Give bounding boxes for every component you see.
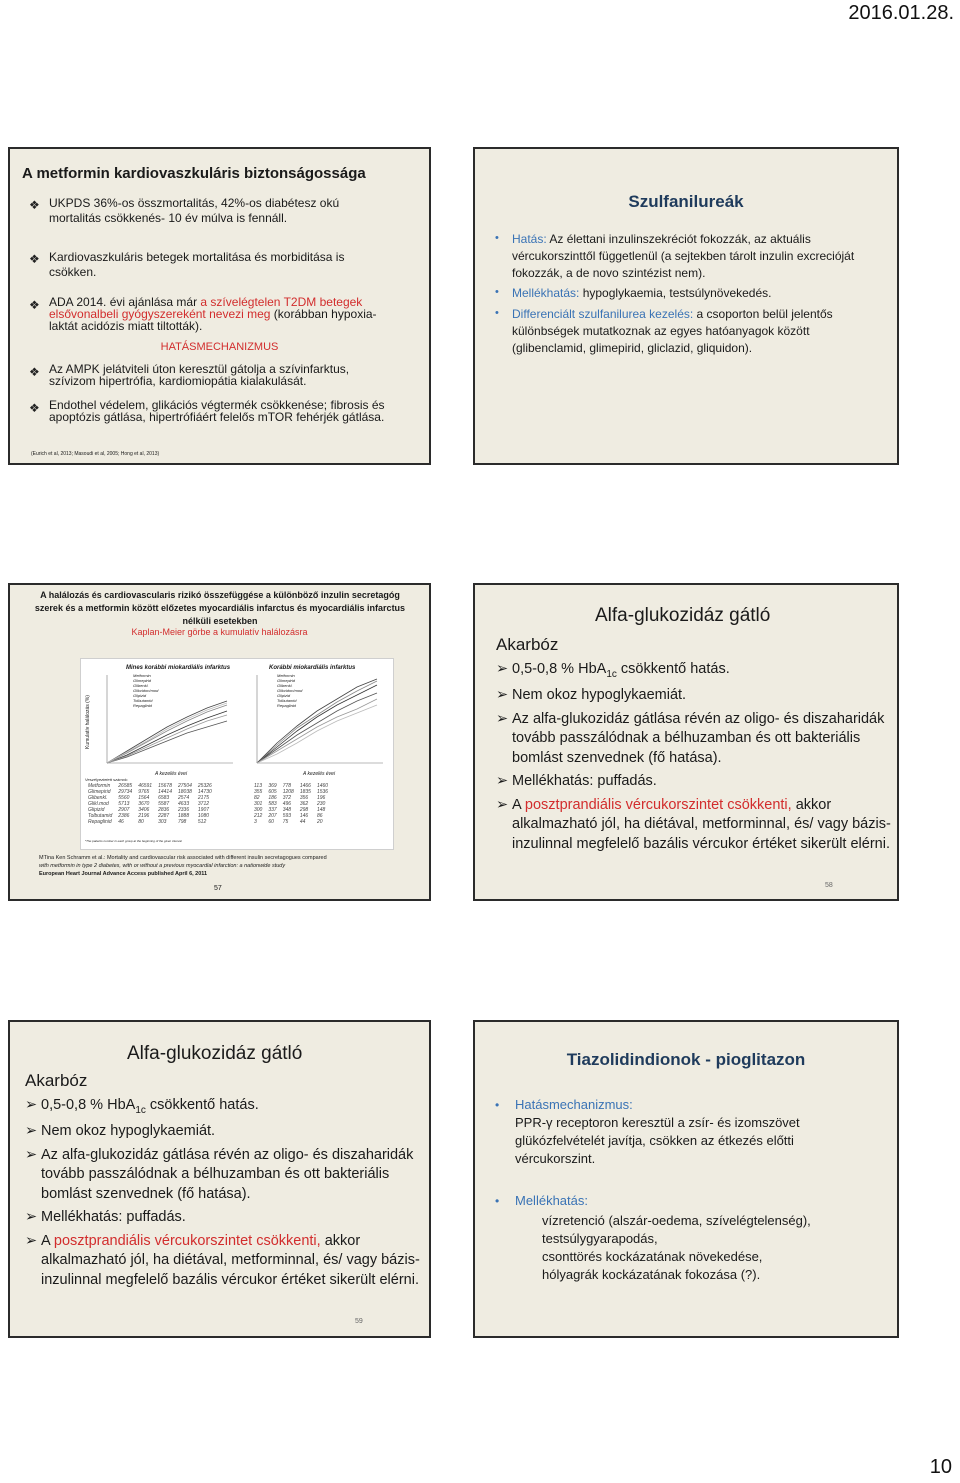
figure-panel xyxy=(80,658,394,850)
table-cell: 20 xyxy=(316,819,323,825)
text-ada-post: (korábban hypoxia-laktát acidózis miatt tiltották). xyxy=(49,307,377,333)
table-cell: 207 xyxy=(268,813,277,819)
table-cell: 75 xyxy=(282,819,289,825)
text-mellekhatas: hypoglykaemia, testsúlynövekedés. xyxy=(579,286,772,300)
table-cell: 1466 xyxy=(299,783,311,789)
text-hypo: Nem okoz hypoglykaemiát. xyxy=(512,687,687,704)
table-cell: 2287 xyxy=(158,813,170,819)
bullet-dot-icon: • xyxy=(495,1194,500,1208)
table-cell: 46 xyxy=(118,819,124,825)
table-cell: Metformin xyxy=(88,783,111,789)
table-cell: 3406 xyxy=(138,807,150,813)
bullet-dot-icon: • xyxy=(495,1098,500,1112)
table-cell: 212 xyxy=(254,813,263,819)
table-cell: 2196 xyxy=(138,813,150,819)
legend-right xyxy=(277,673,302,708)
table-cell: 46591 xyxy=(138,783,153,789)
table-cell: 1907 xyxy=(197,807,210,813)
text-hba-post: csökkentő hatás. xyxy=(616,661,730,677)
table-cell: 15678 xyxy=(158,783,172,789)
plot-right-title: Korábbi miokardiális infarktus xyxy=(269,665,356,671)
table-cell: Glimepirid xyxy=(88,789,111,795)
slide-alfa-glukozidaz-2 xyxy=(8,1020,431,1338)
bullet-dot-icon: • xyxy=(495,307,499,319)
table-cell: Repaglinid xyxy=(88,819,112,825)
risk-table-right xyxy=(251,783,331,825)
text-side-effect: Mellékhatás: puffadás. xyxy=(41,1209,186,1226)
item-list xyxy=(25,1096,420,1290)
mechanism-heading: HATÁSMECHANIZMUS xyxy=(160,341,279,353)
slide-title: Alfa-glukozidáz gátló xyxy=(127,1043,303,1064)
bullet-dot-icon: • xyxy=(495,286,499,298)
diamond-bullet-icon: ❖ xyxy=(29,252,40,266)
slide-number: 58 xyxy=(825,882,833,889)
table-cell: 298 xyxy=(299,807,309,813)
table-cell: 44 xyxy=(299,819,306,825)
table-cell: 2386 xyxy=(118,813,130,819)
bullet-ampk: Az AMPK jelátviteli úton keresztül gátolja a szívinfarktus, szívizom hipertrófia, kardiomiopátia kialakulását. xyxy=(49,362,350,388)
table-cell: 18038 xyxy=(178,789,192,795)
table-cell: 798 xyxy=(178,819,187,825)
x-axis-label-right: A kezelés évei xyxy=(303,771,336,777)
slide-title: Tiazolidindionok - pioglitazon xyxy=(566,1050,806,1069)
label-hatas: Hatás: xyxy=(512,232,547,246)
table-cell: 593 xyxy=(282,813,292,819)
slide-szulfanilureak xyxy=(473,147,899,465)
reference-line: with metformin in type 2 diabetes, with or without a previous myocardial infarction: a nationwide study xyxy=(39,863,286,869)
text-pp-pre: A xyxy=(41,1232,54,1249)
slide-metformin xyxy=(8,147,431,465)
table-caption: Veszélyeztetett számok: xyxy=(85,777,128,782)
text-side-effect: Mellékhatás: puffadás. xyxy=(512,773,657,790)
date-header: 2016.01.28. xyxy=(848,2,954,24)
table-cell: 80 xyxy=(138,819,144,825)
table-cell: 355 xyxy=(254,789,263,795)
table-cell: 348 xyxy=(282,807,292,813)
table-cell: 583 xyxy=(268,801,277,807)
table-cell: 362 xyxy=(299,801,309,807)
legend-item: Metformin xyxy=(133,673,151,678)
text-mechanism: Az alfa-glukozidáz gátlása révén az oligo- és diszaharidák tovább passzálódnak a bélhuzamban és ott bakteriális bomlást szenvednek (fő hatása). xyxy=(512,710,885,766)
text-pp-post: akkor alkalmazható jól, ha diétával, metforminnal, és/ vagy bázis-inzulinnal megfelelő bazális vércukor értéket sikerült elérni. xyxy=(41,1232,420,1288)
legend-item: Glibenkl. xyxy=(277,683,293,688)
bullet-endothel: Endothel védelem, glikációs végtermék csökkenése; fibrosis és apoptózis gátlása, hipertrófiáért felelős mTOR fehérjék gátlása. xyxy=(49,398,385,424)
diamond-bullet-icon: ❖ xyxy=(29,401,40,415)
table-cell: Glipizid xyxy=(88,807,105,813)
table-cell: 337 xyxy=(268,807,277,813)
reference-line: European Heart Journal Advance Access published April 6, 2011 xyxy=(39,871,208,877)
table-cell: 27504 xyxy=(178,783,192,789)
legend-item: Glimepirid xyxy=(133,678,152,683)
table-cell: 372 xyxy=(282,795,292,801)
list-item xyxy=(496,710,891,769)
diamond-bullet-icon: ❖ xyxy=(29,365,40,379)
table-cell: 148 xyxy=(316,807,326,813)
text-pp-red: posztprandiális vércukorszintet csökkenti, xyxy=(524,796,792,813)
slide-title: A halálozás és cardiovascularis rizikó összefüggése a különböző inzulin secretagóg szerek és a metformin között előzetes myocardiális infarctus és myocardiális infarctus nélküli esetekben xyxy=(34,590,406,626)
table-cell: 9765 xyxy=(138,789,150,795)
arrow-bullet-icon: ➢ xyxy=(25,1146,38,1163)
x-axis-label-left: A kezelés évei xyxy=(155,771,188,777)
bullet-hatas xyxy=(512,231,857,282)
bullet-mellekhatas xyxy=(512,285,857,302)
table-cell: 300 xyxy=(254,807,263,813)
table-cell: 4633 xyxy=(178,801,190,807)
arrow-bullet-icon: ➢ xyxy=(496,773,509,790)
bullet-differencialt xyxy=(512,306,867,357)
arrow-bullet-icon: ➢ xyxy=(25,1097,38,1113)
table-cell: 60 xyxy=(268,819,274,825)
legend-item: Repaglinid xyxy=(133,703,152,708)
arrow-bullet-icon: ➢ xyxy=(496,796,509,813)
table-cell: 14730 xyxy=(197,789,212,795)
table-cell: 82 xyxy=(254,795,260,801)
arrow-bullet-icon: ➢ xyxy=(25,1209,38,1226)
text-hba: 0,5-0,8 % HbA xyxy=(512,661,607,677)
legend-item: Glibenkl. xyxy=(133,683,149,688)
list-item xyxy=(25,1232,420,1291)
legend-item: Glipizid xyxy=(133,693,147,698)
bullet-dot-icon: • xyxy=(495,232,499,244)
list-item xyxy=(496,660,891,684)
table-cell: 3712 xyxy=(197,801,210,807)
item-list xyxy=(496,660,891,854)
reference xyxy=(39,854,419,878)
reference-line: MTina Ken Schramm et al.: Mortality and cardiovascular risk associated with different insulin secretagogues compared xyxy=(39,855,327,861)
table-row xyxy=(85,819,215,825)
legend-item: Metformin xyxy=(277,673,295,678)
text-pp-red: posztprandiális vércukorszintet csökkenti, xyxy=(53,1232,321,1249)
slide-number: 59 xyxy=(355,1318,363,1325)
table-cell: 5560 xyxy=(118,795,130,801)
bullet-cardio: Kardiovaszkuláris betegek mortalitása és morbiditása is csökken. xyxy=(49,250,345,279)
text-ada-pre: ADA 2014. évi ajánlása már xyxy=(49,295,201,309)
slide-kaplan-meier xyxy=(8,583,431,901)
slide-title: Szulfanilureák xyxy=(628,192,744,211)
list-item xyxy=(496,686,891,706)
text-mechanism: Az alfa-glukozidáz gátlása révén az oligo- és diszaharidák tovább passzálódnak a bélhuzamban és ott bakteriális bomlást szenvednek (fő hatása). xyxy=(41,1146,414,1202)
table-cell: 778 xyxy=(282,783,292,789)
arrow-bullet-icon: ➢ xyxy=(496,710,509,727)
table-cell: 356 xyxy=(299,795,309,801)
table-cell: 1835 xyxy=(299,789,311,795)
table-cell: 14414 xyxy=(158,789,172,795)
text-hatas: Az élettani inzulinszekréciót fokozzák, az aktuális vércukorszinttől függetlenül (a sejtekben tárolt inzulin excrecióját fokozzák, a de novo szintézist nem). xyxy=(512,232,855,280)
table-cell: 605 xyxy=(268,789,277,795)
table-cell: 5713 xyxy=(118,801,130,807)
text-hba-post: csökkentő hatás. xyxy=(145,1097,259,1113)
list-item xyxy=(25,1208,420,1228)
table-cell: Tolbutamid xyxy=(88,813,113,819)
side-effect-item: testsúlygyarapodás, xyxy=(542,1231,658,1246)
label-mellekhatas: Mellékhatás: xyxy=(515,1193,588,1208)
legend-item: Tolbutamid xyxy=(133,698,153,703)
table-cell: 1080 xyxy=(197,813,210,819)
table-cell: 3 xyxy=(254,819,257,825)
table-cell: 196 xyxy=(316,795,326,801)
diamond-bullet-icon: ❖ xyxy=(29,198,40,212)
page-number: 10 xyxy=(929,1456,952,1478)
table-cell: 2175 xyxy=(197,795,210,801)
bullet-ukpds: UKPDS 36%-os összmortalitás, 42%-os diabétesz okú mortalitás csökkenés- 10 év múlva is fennáll. xyxy=(49,196,340,225)
table-cell: 1536 xyxy=(316,789,329,795)
text-differencialt: a csoporton belül jelentős különbségek mutatkoznak az egyes hatóanyagok között (glibenclamid, glimepirid, gliclazid, gliquidon). xyxy=(512,307,833,355)
table-row xyxy=(251,819,331,825)
table-cell: 496 xyxy=(282,801,292,807)
text-hba-sub: 1c xyxy=(135,1104,146,1116)
legend-item: Glikvidon/mod xyxy=(277,688,303,693)
label-hatasmechanizmus: Hatásmechanizmus: xyxy=(515,1097,633,1112)
drug-name: Akarbóz xyxy=(496,635,559,654)
table-cell: 2907 xyxy=(118,807,130,813)
table-cell: Glibenkl. xyxy=(88,795,108,801)
table-cell: 1208 xyxy=(282,789,294,795)
text-hatasmechanizmus: PPR-γ receptoron keresztül a zsír- és izomszövet glükózfelvételét javítja, csökken az étkezés előtti vércukorszint. xyxy=(515,1115,800,1166)
bullet-ada xyxy=(49,296,394,332)
table-cell: 369 xyxy=(268,783,277,789)
side-effect-item: hólyagrák kockázatának fokozása (?). xyxy=(542,1267,761,1282)
table-cell: 3670 xyxy=(138,801,150,807)
citation: (Eurich et al, 2013; Masoudi et al, 2005; Hong et al, 2013) xyxy=(31,451,160,457)
legend-item: Glipizid xyxy=(277,693,291,698)
arrow-bullet-icon: ➢ xyxy=(25,1123,38,1140)
label-differencialt: Differenciált szulfanilurea kezelés: xyxy=(512,307,694,321)
table-cell: 113 xyxy=(254,783,262,789)
list-item xyxy=(496,796,891,855)
side-effect-item: vízretenció (alszár-oedema, szívelégtelenség), xyxy=(542,1213,811,1228)
table-cell: Glikl.mod xyxy=(88,801,109,807)
risk-table-left xyxy=(85,783,215,825)
legend-left xyxy=(133,673,158,708)
plot-left-title: Mines korábbi miokardiális infarktus xyxy=(126,665,231,671)
table-cell: 26585 xyxy=(118,783,133,789)
table-cell: 1888 xyxy=(178,813,190,819)
legend-item: Glimepirid xyxy=(277,678,296,683)
drug-name: Akarbóz xyxy=(25,1071,88,1090)
legend-item: Glikvidon/mod xyxy=(133,688,159,693)
table-cell: 5587 xyxy=(158,801,170,807)
table-cell: 303 xyxy=(158,819,167,825)
y-axis-label: Kumulatív halálozás (%) xyxy=(85,695,91,749)
table-cell: 1564 xyxy=(138,795,150,801)
slide-subtitle: Kaplan-Meier görbe a kumulatív halálozásra xyxy=(131,627,308,637)
slide-title: Alfa-glukozidáz gátló xyxy=(595,605,771,626)
text-hypo: Nem okoz hypoglykaemiát. xyxy=(41,1123,216,1140)
table-cell: 186 xyxy=(268,795,277,801)
legend-item: Tolbutamid xyxy=(277,698,297,703)
text-pp-post: akkor alkalmazható jól, ha diétával, metforminnal, és/ vagy bázis-inzulinnal megfelelő bazális vércukor értéket sikerült elérni. xyxy=(512,796,891,852)
table-cell: 29734 xyxy=(118,789,133,795)
text-hba-sub: 1c xyxy=(606,668,617,680)
table-cell: 146 xyxy=(299,813,309,819)
table-cell: 2836 xyxy=(158,807,170,813)
side-effect-item: csonttörés kockázatának növekedése, xyxy=(542,1249,763,1264)
list-item xyxy=(25,1122,420,1142)
table-cell: 1460 xyxy=(316,783,329,789)
table-cell: 6583 xyxy=(158,795,170,801)
arrow-bullet-icon: ➢ xyxy=(496,661,509,677)
table-cell: 230 xyxy=(316,801,326,807)
table-cell: 301 xyxy=(254,801,263,807)
text-ada-red: a szívelégtelen T2DM betegek elsővonalbeli gyógyszereként nevezi meg xyxy=(49,295,363,321)
label-mellekhatas: Mellékhatás: xyxy=(512,286,580,300)
list-item xyxy=(496,772,891,792)
text-pp-pre: A xyxy=(512,796,525,813)
list-item xyxy=(25,1146,420,1205)
slide-tiazolidindionok xyxy=(473,1020,899,1338)
arrow-bullet-icon: ➢ xyxy=(496,687,509,704)
table-cell: 2574 xyxy=(178,795,190,801)
diamond-bullet-icon: ❖ xyxy=(29,298,40,312)
legend-item: Repaglinid xyxy=(277,703,296,708)
arrow-bullet-icon: ➢ xyxy=(25,1232,38,1249)
side-effects-list xyxy=(542,1212,811,1284)
table-cell: 512 xyxy=(197,819,207,825)
table-note: *The patients number in each group at the beginning of the given interval xyxy=(85,839,182,843)
slide-title: A metformin kardiovaszkuláris biztonságossága xyxy=(22,165,366,182)
table-cell: 86 xyxy=(316,813,323,819)
table-cell: 2336 xyxy=(178,807,190,813)
table-cell: 25326 xyxy=(197,783,212,789)
text-hba: 0,5-0,8 % HbA xyxy=(41,1097,136,1113)
slide-alfa-glukozidaz-1 xyxy=(473,583,899,901)
slide-number: 57 xyxy=(214,885,222,892)
list-item xyxy=(25,1096,420,1120)
